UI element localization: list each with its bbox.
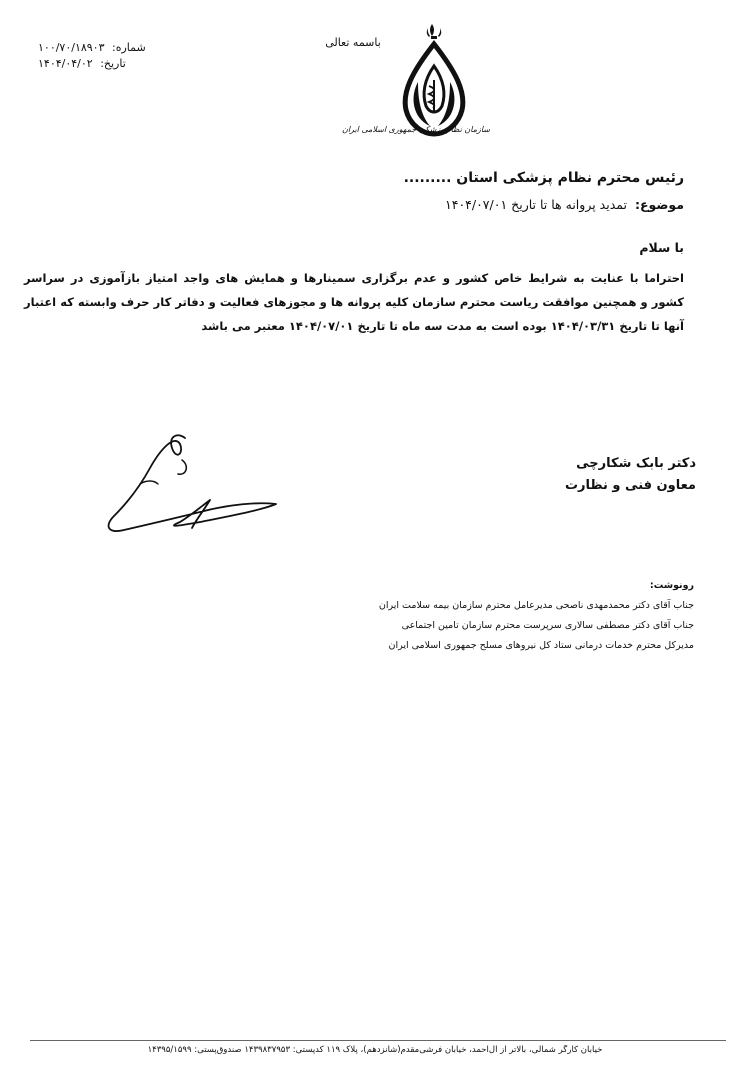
subject-label: موضوع:: [634, 197, 684, 212]
footer-address: خیابان کارگر شمالی، بالاتر از آل‌احمد، خیابان فرشی‌مقدم(شانزدهم)، پلاک ۱۱۹ کدپستی: ۱۴۳۹۸۳۷۹۵۳ صندوق‌پستی: ۱۴۳۹۵/۱۵۹۹: [147, 1045, 603, 1055]
greeting-text: با سلام: [639, 240, 684, 255]
footer-divider: [30, 1040, 726, 1041]
basmala-text: باسمه تعالی: [325, 36, 381, 49]
letter-number-label: شماره:: [112, 41, 146, 54]
letter-date-value: ۱۴۰۴/۰۴/۰۲: [38, 57, 93, 70]
letter-number-value: ۱۰۰/۷۰/۱۸۹۰۳: [38, 41, 105, 54]
cc-item: جناب آقای دکتر محمدمهدی ناصحی مدیرعامل محترم سازمان بیمه سلامت ایران: [378, 600, 694, 611]
cc-item: مدیرکل محترم خدمات درمانی ستاد کل نیروهای مسلح جمهوری اسلامی ایران: [388, 640, 694, 651]
medical-council-logo-icon: [384, 22, 484, 142]
letter-number-line: [38, 40, 158, 56]
letter-meta: [38, 40, 158, 72]
letter-date-label: تاریخ:: [100, 57, 126, 70]
subject-text: تمدید پروانه ها تا تاریخ ۱۴۰۴/۰۷/۰۱: [445, 197, 627, 212]
organization-name: سازمان نظام پزشکی جمهوری اسلامی ایران: [341, 125, 490, 134]
medical-council-logo: [384, 22, 484, 142]
addressee-line: رئیس محترم نظام پزشکی استان .........: [403, 170, 684, 186]
cc-list: [294, 576, 694, 656]
letter-body: احتراما با عنایت به شرایط خاص کشور و عدم برگزاری سمینارها و همایش های واجد امتیاز بازآموزی در سراسر کشور و همچنین موافقت ریاست محترم سازمان کلیه پروانه ها و مجوزهای فعالیت و دفاتر کار حرف وابسته که اعتبار آنها تا تاریخ ۱۴۰۴/۰۳/۳۱ بوده است به مدت سه ماه تا تاریخ ۱۴۰۴/۰۷/۰۱ معتبر می باشد: [24, 271, 684, 333]
signer-title: معاون فنی و نظارت: [564, 478, 696, 493]
subject-line: [264, 197, 684, 212]
letter-date-line: [38, 56, 158, 72]
cc-item: جناب آقای دکتر مصطفی سالاری سرپرست محترم سازمان تامین اجتماعی: [401, 620, 694, 631]
signature-scribble-icon: [80, 430, 320, 550]
cc-label: رونوشت:: [649, 580, 694, 591]
handwritten-signature: [80, 430, 320, 550]
signer-name: دکتر بابک شکارچی: [576, 456, 696, 471]
